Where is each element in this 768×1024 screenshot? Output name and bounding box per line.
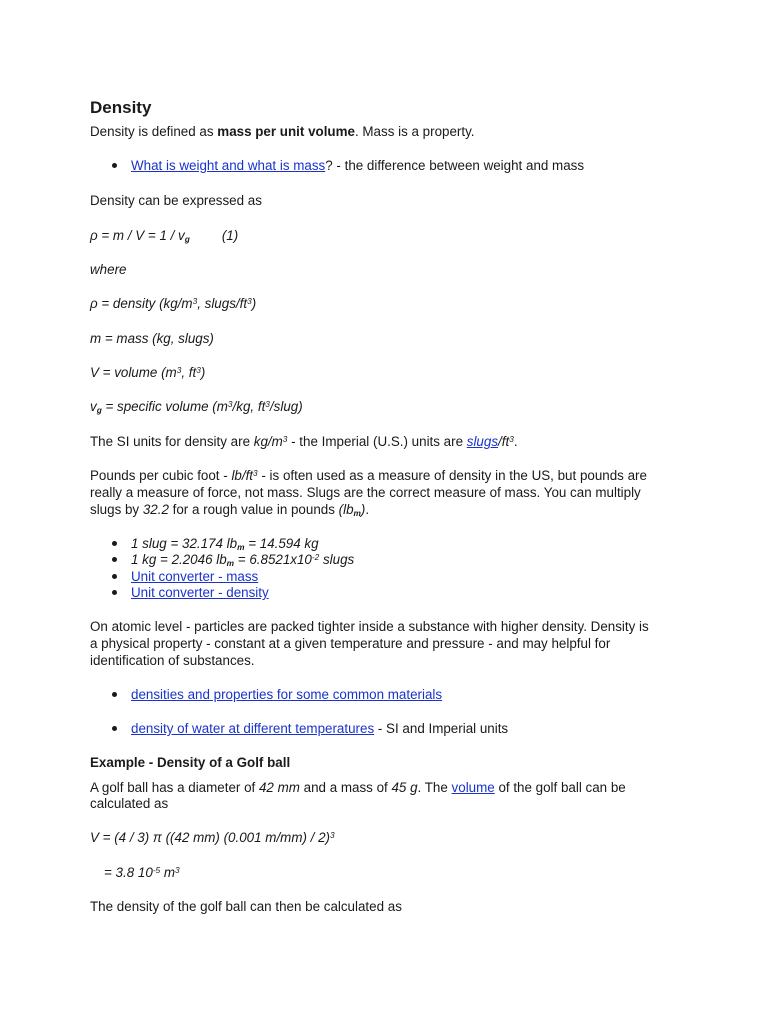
bullet-icon (112, 541, 117, 546)
atomic-line-1: On atomic level - particles are packed tighter inside a substance with higher density. Density is (90, 619, 649, 634)
def-m: m = mass (kg, slugs) (90, 331, 214, 346)
conv2-c: slugs (319, 552, 355, 567)
golf-b: 42 mm (258, 780, 300, 795)
conv2-a: 1 kg = 2.2046 lb (131, 552, 227, 567)
pounds-l3a: slugs by (90, 502, 143, 517)
def-vg-sup2: 3 (265, 399, 270, 410)
si-c: - the Imperial (U.S.) units are (287, 434, 467, 449)
def-rho-b: , slugs/ft (197, 296, 248, 311)
water-post: - SI and Imperial units (374, 721, 509, 736)
si-a: The SI units for density are (90, 434, 254, 449)
def-rho-sup1: 3 (192, 296, 198, 307)
bullet-icon (112, 163, 117, 168)
example-heading: Example - Density of a Golf ball (90, 755, 291, 770)
link-water-density[interactable]: density of water at different temperatures (131, 721, 375, 736)
pounds-sup: 3 (253, 468, 258, 479)
list-item (112, 157, 584, 174)
link-slugs[interactable]: slugs (466, 434, 499, 449)
conv1-a: 1 slug = 32.174 lb (131, 536, 238, 551)
def-rho-c: ) (251, 296, 257, 311)
pounds-line-1 (90, 467, 647, 484)
def-vg-a: v (90, 399, 97, 414)
bullet-icon (112, 574, 117, 579)
list-item (112, 686, 442, 703)
si-e: . (513, 434, 518, 449)
golf-line-2: calculated as (90, 796, 169, 811)
pounds-l3d: (lb (338, 502, 354, 517)
pounds-c: - is often used as a measure of density in the US, but pounds are (257, 468, 647, 483)
si-d: /ft (498, 434, 510, 449)
pounds-l3f: . (365, 502, 370, 517)
pounds-b: lb/ft (231, 468, 254, 483)
conv1-b: = 14.594 kg (244, 536, 319, 551)
link-common-materials[interactable]: densities and properties for some common materials (131, 687, 443, 702)
bullet-icon (112, 557, 117, 562)
list-item (112, 720, 508, 737)
def-v (90, 364, 205, 381)
atomic-line-2: a physical property - constant at a given temperature and pressure - and may helpful for (90, 636, 611, 651)
golf-line-1 (90, 779, 626, 796)
def-v-c: ) (200, 365, 206, 380)
def-v-a: V = volume (m (90, 365, 177, 380)
pounds-l3e: ) (360, 502, 366, 517)
def-vg (90, 398, 303, 415)
def-vg-d: /slug) (269, 399, 303, 414)
final-text: The density of the golf ball can then be calculated as (90, 899, 402, 914)
eq-vol-sup: 3 (330, 830, 335, 841)
si-sup2: 3 (509, 434, 514, 445)
link-volume[interactable]: volume (451, 780, 495, 795)
si-b: kg/m (253, 434, 283, 449)
pounds-line-3 (90, 501, 369, 518)
equation-result (104, 864, 180, 881)
equation-volume (90, 829, 335, 846)
conv2-b: = 6.8521x10 (234, 552, 312, 567)
def-vg-sub: g (96, 405, 102, 416)
list-item (112, 584, 269, 601)
si-units-paragraph (90, 433, 518, 450)
intro-text: Density is defined as (90, 124, 218, 139)
eq-vol-a: V = (4 / 3) π ((42 mm) (0.001 m/mm) / 2) (90, 830, 330, 845)
bullet-icon (112, 692, 117, 697)
where-text: where (90, 262, 127, 277)
intro-paragraph (90, 123, 475, 140)
intro-text-end: . Mass is a property. (354, 124, 475, 139)
conv2-sup: -2 (311, 552, 320, 563)
link-unit-converter-mass[interactable]: Unit converter - mass (131, 569, 259, 584)
def-rho-sup2: 3 (247, 296, 252, 307)
eq1-sub: g (184, 234, 190, 245)
conv2-sub: m (226, 558, 235, 569)
pounds-l3c: for a rough value in pounds (168, 502, 339, 517)
def-rho (90, 295, 256, 312)
page-title: Density (90, 98, 152, 117)
eq-res-b: m (160, 865, 176, 880)
list-item-text: ? - the difference between weight and mass (325, 158, 585, 173)
def-vg-b: = specific volume (m (101, 399, 228, 414)
golf-c: and a mass of (299, 780, 392, 795)
atomic-line-3: identification of substances. (90, 653, 255, 668)
def-vg-c: /kg, ft (232, 399, 266, 414)
si-sup1: 3 (282, 434, 288, 445)
list-item (112, 568, 258, 585)
def-rho-a: ρ = density (kg/m (90, 296, 193, 311)
pounds-l3sub: m (353, 508, 361, 519)
def-v-b: , ft (181, 365, 197, 380)
pounds-l3b: 32.2 (142, 502, 169, 517)
bullet-icon (112, 590, 117, 595)
eq-res-sup2: 3 (175, 865, 180, 876)
conv1-sub: m (237, 542, 245, 553)
bullet-icon (112, 726, 117, 731)
intro-bold: mass per unit volume (217, 124, 355, 139)
link-unit-converter-density[interactable]: Unit converter - density (131, 585, 269, 600)
list-item (112, 535, 319, 552)
list-item (112, 551, 354, 568)
golf-d: 45 g (391, 780, 418, 795)
eq-res-a: = 3.8 10 (104, 865, 153, 880)
eq1-text: ρ = m / V = 1 / v (90, 228, 185, 243)
link-weight-mass[interactable]: What is weight and what is mass (131, 158, 326, 173)
eq-res-sup: -5 (152, 865, 161, 876)
eq1-number: (1) (221, 228, 239, 243)
def-v-sup2: 3 (196, 365, 201, 376)
expressed-text: Density can be expressed as (90, 193, 262, 208)
pounds-line-2: really a measure of force, not mass. Slugs are the correct measure of mass. You can multiply (90, 485, 641, 500)
golf-f: of the golf ball can be (494, 780, 626, 795)
pounds-a: Pounds per cubic foot - (90, 468, 232, 483)
equation-1 (90, 227, 238, 244)
def-vg-sup1: 3 (227, 399, 233, 410)
golf-a: A golf ball has a diameter of (90, 780, 259, 795)
def-v-sup1: 3 (176, 365, 182, 376)
golf-e: . The (417, 780, 452, 795)
